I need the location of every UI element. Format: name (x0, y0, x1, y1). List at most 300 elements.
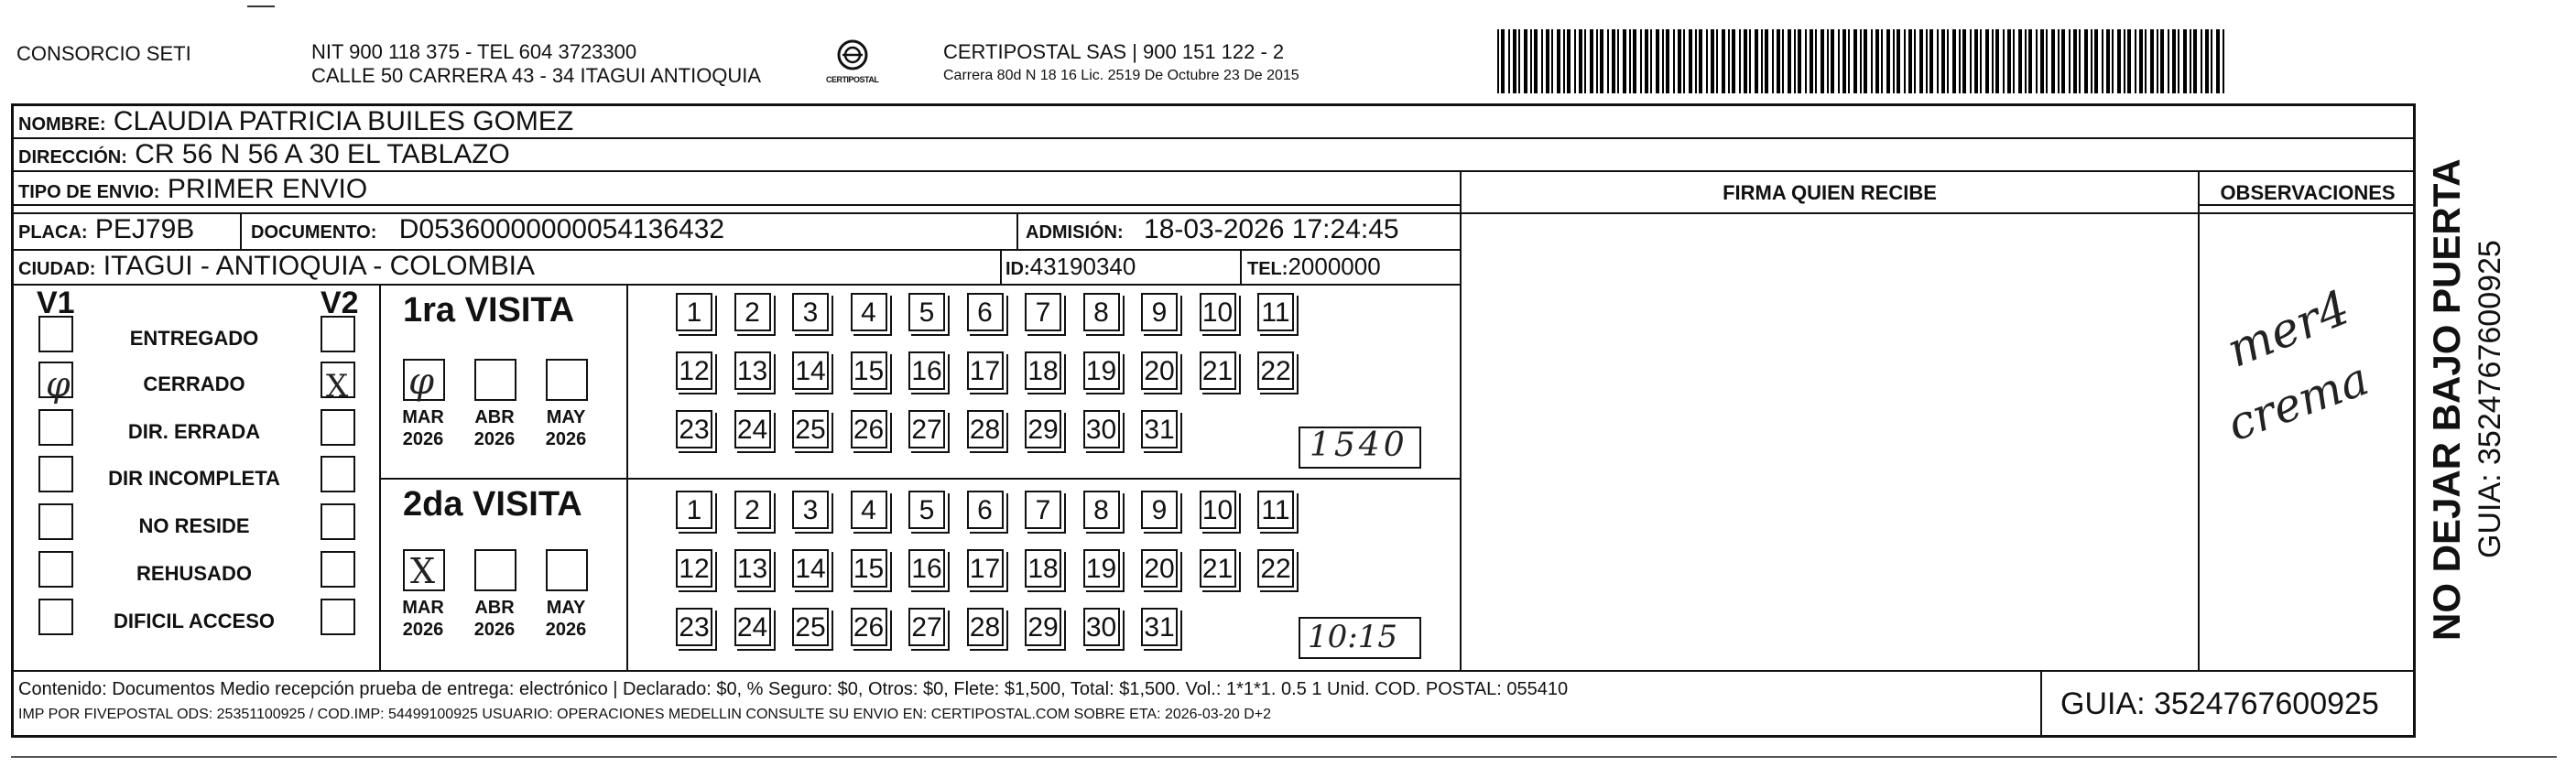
day-box[interactable]: 29 (1025, 608, 1061, 646)
barcode-bar (1815, 29, 1817, 93)
barcode-bar (1534, 29, 1538, 93)
barcode-bar (2160, 29, 2164, 93)
barcode-bar (1798, 29, 1801, 93)
day-box[interactable]: 22 (1257, 549, 1294, 588)
barcode-bar (1518, 29, 1520, 93)
day-box[interactable]: 8 (1083, 491, 1120, 529)
day-box[interactable]: 12 (676, 351, 712, 390)
barcode-bar (1563, 29, 1565, 93)
direccion-label: DIRECCIÓN: (18, 147, 127, 167)
barcode-bar (1831, 29, 1834, 93)
barcode-bar (2018, 29, 2022, 93)
barcode-bar (1810, 29, 1813, 93)
day-box[interactable]: 4 (851, 491, 887, 529)
id-row (1005, 251, 1136, 285)
barcode-bar (1732, 29, 1735, 93)
day-box[interactable]: 28 (967, 410, 1004, 448)
day-box[interactable]: 17 (967, 549, 1004, 588)
barcode-bar (2172, 29, 2176, 93)
status-label: DIR INCOMPLETA (108, 467, 280, 490)
day-box[interactable]: 29 (1025, 410, 1061, 448)
barcode-bar (2193, 29, 2197, 93)
observaciones-note-2: crema (2220, 351, 2375, 452)
placa-divider (240, 212, 242, 249)
day-box[interactable]: 8 (1083, 293, 1120, 331)
second-time-box (1299, 617, 1421, 659)
ciudad-value: ITAGUI - ANTIOQUIA - COLOMBIA (103, 251, 535, 281)
day-box[interactable]: 22 (1257, 351, 1294, 390)
barcode-bar (1678, 29, 1681, 93)
barcode-bar (1962, 29, 1966, 93)
barcode-bar (1782, 29, 1784, 93)
year-label: 2026 (402, 620, 444, 640)
observaciones-note-1: mer4 (2219, 280, 2358, 379)
ciudad-label: CIUDAD: (18, 259, 96, 279)
second-time-value: 10:15 (1308, 619, 1397, 655)
day-box[interactable]: 7 (1025, 293, 1061, 331)
day-box[interactable]: 26 (851, 608, 887, 646)
nombre-label: NOMBRE: (18, 114, 106, 135)
barcode-bar (1821, 29, 1824, 93)
barcode-bar (2168, 29, 2169, 93)
day-box[interactable]: 6 (967, 491, 1004, 529)
month-label: MAY (546, 598, 586, 618)
v2-label: V2 (321, 286, 359, 320)
barcode-bar (1711, 29, 1714, 93)
day-box[interactable]: 25 (792, 608, 829, 646)
barcode-bar (2007, 29, 2011, 93)
month-label: ABR (474, 598, 515, 618)
barcode-bar (2127, 29, 2131, 93)
day-box[interactable]: 24 (734, 410, 771, 448)
footer-guia: GUIA: 3524767600925 (2060, 686, 2379, 721)
placa-label: PLACA: (18, 222, 88, 243)
day-box[interactable]: 27 (908, 608, 945, 646)
barcode-bar (1744, 29, 1747, 93)
direccion-value: CR 56 N 56 A 30 EL TABLAZO (135, 139, 510, 169)
barcode-bar (1695, 29, 1697, 93)
barcode-bar (1497, 29, 1499, 93)
barcode-bar (1739, 29, 1741, 93)
first-time-box (1299, 427, 1421, 469)
day-box[interactable]: 7 (1025, 491, 1061, 529)
day-box[interactable]: 17 (967, 351, 1004, 390)
license-line: Carrera 80d N 18 16 Lic. 2519 De Octubre 23 De 2015 (943, 68, 1299, 83)
day-box[interactable]: 1 (676, 491, 712, 529)
day-box[interactable]: 19 (1083, 549, 1120, 588)
barcode-bar (1617, 29, 1619, 93)
day-box[interactable]: 19 (1083, 351, 1120, 390)
firma-header: FIRMA QUIEN RECIBE (1723, 181, 1937, 204)
barcode-bar (1716, 29, 1718, 93)
barcode-bar (2079, 29, 2081, 93)
observaciones-header: OBSERVACIONES (2220, 181, 2396, 204)
barcode-bar (1864, 29, 1867, 93)
barcode-bar (1645, 29, 1648, 93)
tipo-row (18, 174, 367, 208)
day-box[interactable]: 3 (792, 293, 829, 331)
year-label: 2026 (473, 620, 516, 640)
day-box[interactable]: 24 (734, 608, 771, 646)
month-label: MAR (402, 598, 444, 618)
day-box[interactable]: 15 (851, 351, 887, 390)
barcode-bar (1765, 29, 1768, 93)
barcode-bar (2025, 29, 2027, 93)
day-box[interactable]: 13 (734, 351, 771, 390)
logo-caption: CERTIPOSTAL (826, 75, 879, 84)
barcode-bar (1838, 29, 1840, 93)
day-box[interactable]: 10 (1200, 491, 1236, 529)
day-box[interactable]: 14 (792, 351, 829, 390)
top-rule (247, 5, 275, 7)
day-box[interactable]: 20 (1141, 549, 1178, 588)
placa-value: PEJ79B (94, 214, 195, 244)
barcode-bar (2190, 29, 2191, 93)
nombre-value: CLAUDIA PATRICIA BUILES GOMEZ (113, 106, 574, 136)
day-box[interactable]: 14 (792, 549, 829, 588)
barcode-bar (1755, 29, 1758, 93)
barcode-bar (1952, 29, 1956, 93)
documento-label: DOCUMENTO: (251, 222, 377, 243)
v2-checkbox[interactable] (321, 409, 355, 446)
barcode-bar (1673, 29, 1675, 93)
barcode-bar (1860, 29, 1862, 93)
v2-checkbox[interactable] (321, 316, 355, 352)
barcode-bar (1985, 29, 1989, 93)
barcode-bar (1579, 29, 1582, 93)
col-line-firma (1460, 170, 1462, 670)
barcode-bar (1508, 29, 1510, 93)
barcode-bar (1501, 29, 1505, 93)
day-box[interactable]: 4 (851, 293, 887, 331)
day-box[interactable]: 2 (734, 293, 771, 331)
year-label: 2026 (473, 429, 516, 449)
barcode-bar (2073, 29, 2077, 93)
nit-line: NIT 900 118 375 - TEL 604 3723300 (311, 40, 637, 63)
barcode-bar (1574, 29, 1576, 93)
month-checkbox[interactable] (546, 359, 588, 401)
barcode-bar (1640, 29, 1642, 93)
barcode-bar (1959, 29, 1961, 93)
barcode-bar (1656, 29, 1659, 93)
barcode-bar (2135, 29, 2136, 93)
barcode-bar (1974, 29, 1978, 93)
admision-row (1026, 214, 1399, 248)
day-box[interactable]: 9 (1141, 491, 1178, 529)
day-box[interactable]: 30 (1083, 410, 1120, 448)
status-divider (379, 284, 381, 670)
tel-row (1247, 251, 1381, 285)
day-box[interactable]: 13 (734, 549, 771, 588)
barcode-bar (2223, 29, 2224, 93)
barcode-bar (2094, 29, 2098, 93)
barcode-bar (2124, 29, 2125, 93)
barcode-bar (2013, 29, 2015, 93)
barcode-bar (1699, 29, 1702, 93)
footer-line-1: Contenido: Documentos Medio recepción prueba de entrega: electrónico | Declarado: $0, % Seguro: $0, Otros: $0, Flete: $1,500, Total: $1,500. Vol.: 1*1*1. 0.5 1 Unid. COD. POSTAL: 055410 (18, 679, 1569, 699)
barcode-bar (1937, 29, 1939, 93)
id-label: ID: (1005, 259, 1030, 279)
barcode-bar (2178, 29, 2179, 93)
day-box[interactable]: 30 (1083, 608, 1120, 646)
barcode-bar (1827, 29, 1829, 93)
barcode-bar (2028, 29, 2032, 93)
year-label: 2026 (402, 429, 444, 449)
barcode-bar (1546, 29, 1549, 93)
barcode-bar (1706, 29, 1708, 93)
side-guia: GUIA: 3524767600925 (2473, 240, 2507, 558)
month-label: MAR (402, 407, 444, 427)
barcode-bar (1777, 29, 1780, 93)
documento-row (251, 214, 724, 248)
barcode-bar (1893, 29, 1895, 93)
barcode-bar (1722, 29, 1725, 93)
barcode (1497, 29, 2230, 93)
barcode-bar (2091, 29, 2092, 93)
barcode-bar (1629, 29, 1631, 93)
barcode-bar (2145, 29, 2147, 93)
status-label: REHUSADO (136, 562, 252, 585)
address-line: CALLE 50 CARRERA 43 - 34 ITAGUI ANTIOQUIA (311, 64, 762, 87)
barcode-bar (1871, 29, 1873, 93)
barcode-bar (1530, 29, 1532, 93)
barcode-bar (1662, 29, 1664, 93)
status-label: DIR. ERRADA (127, 420, 261, 443)
barcode-bar (1842, 29, 1846, 93)
month-checkbox[interactable] (474, 549, 516, 591)
day-box[interactable]: 6 (967, 293, 1004, 331)
day-box[interactable]: 12 (676, 549, 712, 588)
day-box[interactable]: 26 (851, 410, 887, 448)
barcode-bar (2157, 29, 2158, 93)
barcode-bar (1772, 29, 1774, 93)
day-box[interactable]: 2 (734, 491, 771, 529)
day-box[interactable]: 31 (1141, 410, 1178, 448)
barcode-bar (2201, 29, 2202, 93)
barcode-bar (2112, 29, 2114, 93)
barcode-bar (1980, 29, 1982, 93)
v1-checkbox[interactable] (38, 456, 73, 492)
status-label: CERRADO (143, 373, 245, 395)
col-line-obs (2198, 170, 2200, 670)
tel-label: TEL: (1247, 259, 1288, 279)
barcode-bar (2069, 29, 2071, 93)
id-divider (1000, 249, 1002, 284)
day-box[interactable]: 11 (1257, 293, 1294, 331)
day-box[interactable]: 18 (1025, 351, 1061, 390)
first-visit-title: 1ra VISITA (403, 291, 575, 329)
tipo-label: TIPO DE ENVIO: (18, 182, 160, 202)
nombre-row (18, 106, 573, 140)
tipo-value: PRIMER ENVIO (167, 174, 368, 204)
day-box[interactable]: 11 (1257, 491, 1294, 529)
barcode-bar (1650, 29, 1652, 93)
v2-checkbox[interactable] (321, 503, 355, 540)
footer-line-2: IMP POR FIVEPOSTAL ODS: 25351100925 / COD.IMP: 54499100925 USUARIO: OPERACIONES MEDELLIN CONSULTE SU ENVIO EN: CERTIPOSTAL.COM SOBRE ETA: 2026-03-20 D+2 (18, 707, 1272, 722)
month-label: ABR (474, 407, 515, 427)
barcode-bar (2183, 29, 2187, 93)
barcode-bar (1897, 29, 1900, 93)
direccion-row (18, 139, 510, 173)
status-label: NO RESIDE (138, 514, 250, 537)
barcode-bar (1689, 29, 1692, 93)
barcode-bar (1749, 29, 1751, 93)
barcode-bar (1875, 29, 1879, 93)
barcode-bar (1541, 29, 1543, 93)
barcode-bar (2211, 29, 2212, 93)
day-box[interactable]: 5 (908, 491, 945, 529)
day-box[interactable]: 21 (1200, 549, 1236, 588)
barcode-bar (1612, 29, 1615, 93)
v1-checkbox[interactable] (38, 599, 73, 635)
day-box[interactable]: 31 (1141, 608, 1178, 646)
admision-value: 18-03-2026 17:24:45 (1144, 214, 1399, 244)
barcode-bar (1805, 29, 1807, 93)
status-label: DIFICIL ACCESO (113, 610, 275, 632)
barcode-bar (1886, 29, 1890, 93)
barcode-bar (1600, 29, 1603, 93)
tel-divider (1240, 249, 1242, 284)
visit-divider (379, 478, 1460, 480)
months-divider (626, 284, 628, 670)
first-time-value: 1540 (1310, 427, 1408, 464)
admision-label: ADMISIÓN: (1026, 222, 1124, 243)
month-label: MAY (546, 407, 586, 427)
day-box[interactable]: 20 (1141, 351, 1178, 390)
barcode-bar (1914, 29, 1916, 93)
day-box[interactable]: 1 (676, 293, 712, 331)
barcode-bar (1919, 29, 1923, 93)
barcode-bar (1584, 29, 1586, 93)
placa-row (18, 214, 194, 248)
month-checkbox[interactable] (474, 359, 516, 401)
barcode-bar (2036, 29, 2038, 93)
barcode-bar (2102, 29, 2103, 93)
v1-cerrado-mark: φ (46, 364, 71, 405)
barcode-bar (2051, 29, 2055, 93)
company-name: CONSORCIO SETI (16, 42, 191, 65)
day-box[interactable]: 23 (676, 608, 712, 646)
day-box[interactable]: 5 (908, 293, 945, 331)
barcode-bar (1683, 29, 1685, 93)
year-label: 2026 (545, 620, 587, 640)
barcode-bar (1623, 29, 1626, 93)
bottom-rule (11, 756, 2557, 758)
barcode-bar (2117, 29, 2121, 93)
barcode-bar (1551, 29, 1553, 93)
v1-checkbox[interactable] (38, 409, 73, 446)
barcode-bar (1596, 29, 1598, 93)
second-month-mark: X (410, 551, 436, 591)
id-value: 43190340 (1029, 253, 1136, 280)
day-box[interactable]: 9 (1141, 293, 1178, 331)
barcode-bar (1590, 29, 1593, 93)
tel-value: 2000000 (1288, 253, 1381, 280)
barcode-bar (1513, 29, 1516, 93)
barcode-bar (2150, 29, 2154, 93)
v2-checkbox[interactable] (321, 551, 355, 588)
barcode-bar (1607, 29, 1609, 93)
barcode-bar (1666, 29, 1669, 93)
barcode-bar (1929, 29, 1933, 93)
year-label: 2026 (545, 429, 587, 449)
ciudad-row (18, 251, 535, 285)
side-no-dejar: NO DEJAR BAJO PUERTA (2425, 158, 2468, 641)
barcode-bar (1788, 29, 1791, 93)
barcode-bar (1524, 29, 1527, 93)
barcode-bar (1761, 29, 1763, 93)
first-month-mark: φ (408, 361, 435, 403)
barcode-graphic (1497, 29, 2230, 93)
v2-checkbox[interactable] (321, 456, 355, 492)
barcode-bar (2040, 29, 2044, 93)
status-label: ENTREGADO (129, 327, 259, 350)
barcode-bar (1970, 29, 1972, 93)
barcode-bar (1794, 29, 1796, 93)
v2-checkbox[interactable] (321, 599, 355, 635)
barcode-bar (1908, 29, 1912, 93)
barcode-bar (2216, 29, 2220, 93)
certipostal-logo (824, 37, 881, 90)
barcode-bar (1848, 29, 1850, 93)
barcode-bar (1941, 29, 1945, 93)
day-box[interactable]: 16 (908, 549, 945, 588)
barcode-bar (1567, 29, 1571, 93)
barcode-bar (1992, 29, 1994, 93)
day-box[interactable]: 16 (908, 351, 945, 390)
barcode-bar (1947, 29, 1949, 93)
v1-label: V1 (37, 286, 75, 320)
second-visit-title: 2da VISITA (403, 485, 582, 524)
day-box[interactable]: 23 (676, 410, 712, 448)
barcode-bar (1557, 29, 1560, 93)
day-box[interactable]: 3 (792, 491, 829, 529)
barcode-bar (2061, 29, 2065, 93)
barcode-bar (1881, 29, 1883, 93)
day-box[interactable]: 18 (1025, 549, 1061, 588)
barcode-bar (1633, 29, 1636, 93)
barcode-bar (2003, 29, 2005, 93)
barcode-bar (2058, 29, 2060, 93)
barcode-bar (1995, 29, 1999, 93)
row-line-footer (11, 670, 2416, 672)
day-box[interactable]: 15 (851, 549, 887, 588)
day-box[interactable]: 10 (1200, 293, 1236, 331)
barcode-bar (2139, 29, 2143, 93)
barcode-bar (2106, 29, 2110, 93)
day-box[interactable]: 25 (792, 410, 829, 448)
barcode-bar (1926, 29, 1928, 93)
documento-value: D05360000000054136432 (398, 214, 725, 244)
barcode-bar (2046, 29, 2048, 93)
month-checkbox[interactable] (546, 549, 588, 591)
barcode-bar (1728, 29, 1730, 93)
barcode-bar (2205, 29, 2209, 93)
admision-divider (1016, 212, 1018, 249)
v1-checkbox[interactable] (38, 551, 73, 588)
barcode-bar (2084, 29, 2088, 93)
footer-guia-divider (2040, 670, 2042, 738)
barcode-bar (1853, 29, 1857, 93)
day-box[interactable]: 28 (967, 608, 1004, 646)
day-box[interactable]: 27 (908, 410, 945, 448)
barcode-bar (1904, 29, 1906, 93)
v1-checkbox[interactable] (38, 503, 73, 540)
day-box[interactable]: 21 (1200, 351, 1236, 390)
v2-cerrado-mark: X (326, 368, 349, 405)
certipostal-line: CERTIPOSTAL SAS | 900 151 122 - 2 (943, 40, 1285, 63)
v1-checkbox[interactable] (38, 316, 73, 352)
